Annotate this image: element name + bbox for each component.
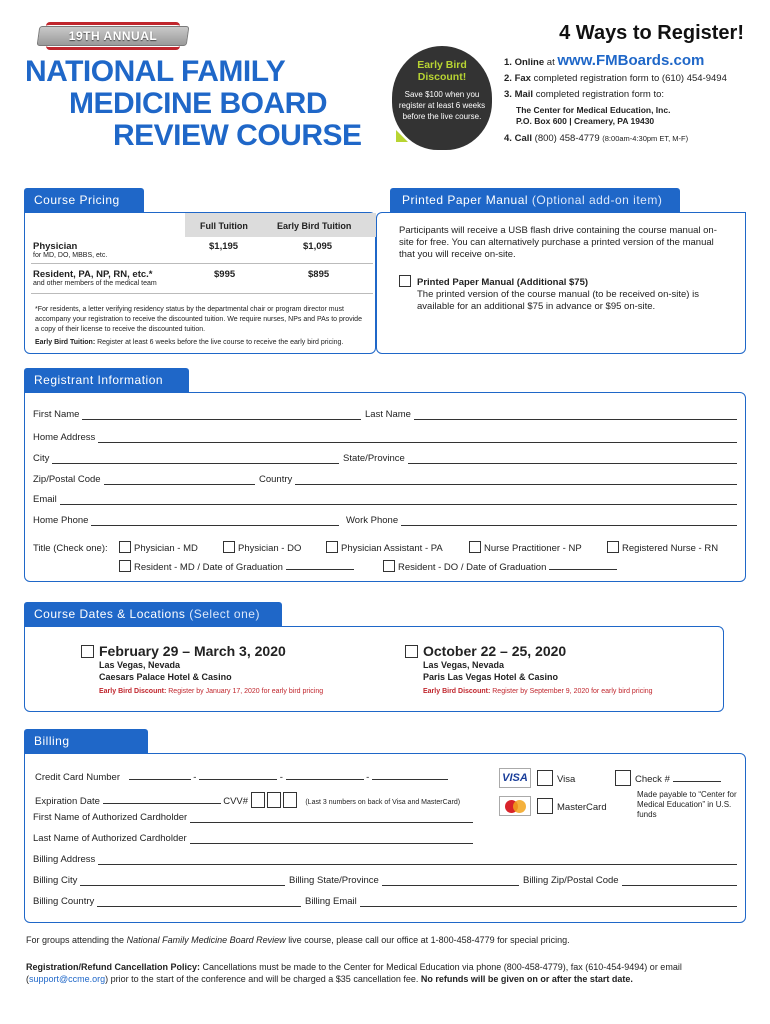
title-option-rn[interactable]: Registered Nurse - RN <box>607 541 718 554</box>
title-option-pa[interactable]: Physician Assistant - PA <box>326 541 443 554</box>
expiration-field[interactable]: Expiration Date CVV# (Last 3 numbers on back of Visa and MasterCard) <box>35 792 460 808</box>
date-city: Las Vegas, Nevada <box>423 660 505 670</box>
card-number-field[interactable]: Credit Card Number - - - <box>35 770 448 783</box>
way-fax: 2. Fax completed registration form to (610) 454-9494 <box>504 73 727 84</box>
course-title <box>25 56 365 152</box>
billing-zip-field[interactable]: Billing Zip/Postal Code <box>523 875 737 886</box>
billing-country-field[interactable]: Billing Country <box>33 896 301 907</box>
early-bird-note: Early Bird Tuition: Register at least 6 weeks before the live course to receive the early bird pricing. <box>35 339 344 346</box>
cancellation-policy: Registration/Refund Cancellation Policy: Cancellations must be made to the Center for Medical Education via phone (800-458-4779), fax (610-454-9494) or email (support@ccme.org) prior to the start of the conference and will be charged a $35 cancellation fee. No refunds will be given on or after the start date. <box>26 962 682 984</box>
cardholder-last-name-field[interactable]: Last Name of Authorized Cardholder <box>33 833 473 844</box>
title-option-resident-do[interactable]: Resident - DO / Date of Graduation <box>383 560 617 573</box>
corner-triangle-icon <box>396 130 408 142</box>
visa-logo-icon: VISA <box>499 768 531 788</box>
work-phone-field[interactable]: Work Phone <box>346 515 737 526</box>
course-dates-tab: Course Dates & Locations (Select one) <box>24 602 282 626</box>
home-phone-field[interactable]: Home Phone <box>33 515 339 526</box>
early-bird-title: Early Bird Discount! <box>417 59 467 83</box>
billing-address-field[interactable]: Billing Address <box>33 854 737 865</box>
manual-option <box>399 275 729 313</box>
course-pricing-tab: Course Pricing <box>24 188 144 212</box>
cardholder-first-name-field[interactable]: First Name of Authorized Cardholder <box>33 812 473 823</box>
pay-visa-option[interactable]: Visa <box>537 770 575 786</box>
checkbox[interactable] <box>383 560 395 572</box>
title-option-resident-md[interactable]: Resident - MD / Date of Graduation <box>119 560 354 573</box>
manual-option-title: Printed Paper Manual (Additional $75) <box>417 277 589 288</box>
price-row-resident: Resident, PA, NP, RN, etc.* and other members of the medical team $995 $895 <box>33 269 330 287</box>
state-field[interactable]: State/Province <box>343 453 737 464</box>
checkbox[interactable] <box>615 770 631 786</box>
email-field[interactable]: Email <box>33 494 737 505</box>
printed-manual-panel <box>376 212 746 354</box>
country-field[interactable]: Country <box>259 474 737 485</box>
date-option-1[interactable] <box>81 643 323 695</box>
title-line-3: REVIEW COURSE <box>113 119 362 152</box>
price-row-physician: Physician for MD, DO, MBBS, etc. $1,195 $1,095 <box>33 241 333 259</box>
checkbox[interactable] <box>537 770 553 786</box>
city-field[interactable]: City <box>33 453 339 464</box>
banner-text: 19TH ANNUAL <box>68 29 158 43</box>
way-online: 1. Online at www.FMBoards.com <box>504 52 705 69</box>
way-mail: 3. Mail completed registration form to: <box>504 89 665 100</box>
title-label: Title (Check one): <box>33 543 108 554</box>
billing-state-field[interactable]: Billing State/Province <box>289 875 519 886</box>
date-option-2[interactable] <box>405 643 653 695</box>
cvv-box[interactable] <box>267 792 281 808</box>
printed-manual-tab: Printed Paper Manual (Optional add-on item) <box>390 188 680 212</box>
title-option-md[interactable]: Physician - MD <box>119 541 198 554</box>
zip-field[interactable]: Zip/Postal Code <box>33 474 255 485</box>
first-name-field[interactable]: First Name <box>33 409 361 420</box>
divider <box>31 293 373 294</box>
cvv-box[interactable] <box>251 792 265 808</box>
mail-address: The Center for Medical Education, Inc. P.O. Box 600 | Creamery, PA 19430 <box>516 105 671 126</box>
title-option-np[interactable]: Nurse Practitioner - NP <box>469 541 582 554</box>
home-address-field[interactable]: Home Address <box>33 432 737 443</box>
cvv-label: CVV# <box>223 796 249 807</box>
registrant-info-tab: Registrant Information <box>24 368 189 392</box>
ways-to-register <box>504 22 744 149</box>
ways-title: 4 Ways to Register! <box>559 22 744 44</box>
cvv-box[interactable] <box>283 792 297 808</box>
divider <box>31 263 373 264</box>
cvv-note: (Last 3 numbers on back of Visa and MasterCard) <box>305 799 461 806</box>
last-name-field[interactable]: Last Name <box>365 409 737 420</box>
pay-check-option[interactable]: Check # <box>615 770 721 786</box>
mastercard-logo-icon <box>499 796 531 816</box>
annual-banner <box>38 22 188 50</box>
billing-email-field[interactable]: Billing Email <box>305 896 737 907</box>
checkbox[interactable] <box>469 541 481 553</box>
checkbox[interactable] <box>81 645 94 658</box>
way-call: 4. Call (800) 458-4779 (8:00am-4:30pm ET, M-F) <box>504 133 689 144</box>
col-early-tuition: Early Bird Tuition <box>277 221 352 231</box>
manual-description: Participants will receive a USB flash drive containing the course manual on-site for free. You can alternatively purchase a printed version of the manual that you will receive on-site. <box>399 225 717 260</box>
title-line-1: NATIONAL FAMILY <box>25 55 286 88</box>
date-text: October 22 – 25, 2020 <box>423 643 567 659</box>
manual-checkbox[interactable] <box>399 275 411 287</box>
date-early-bird: Early Bird Discount: Register by September 9, 2020 for early bird pricing <box>423 688 653 695</box>
pricing-note: *For residents, a letter verifying residency status by the departmental chair or program director must accompany your registration to receive the discounted tuition. We require nurses, NPs and PAs to provide a copy of their license to receive the discounted tuition. <box>35 306 362 333</box>
checkbox[interactable] <box>607 541 619 553</box>
website-link[interactable]: www.FMBoards.com <box>557 52 705 69</box>
manual-option-desc: The printed version of the course manual (to be received on-site) is available for an additional $75 in advance or $95 on-site. <box>417 289 699 312</box>
payable-note: Made payable to “Center for Medical Education” in U.S. funds <box>637 790 737 819</box>
checkbox[interactable] <box>223 541 235 553</box>
date-city: Las Vegas, Nevada <box>99 660 181 670</box>
checkbox[interactable] <box>119 560 131 572</box>
pricing-header <box>185 213 376 237</box>
title-option-do[interactable]: Physician - DO <box>223 541 301 554</box>
col-full-tuition: Full Tuition <box>200 221 248 231</box>
date-venue: Caesars Palace Hotel & Casino <box>99 672 232 682</box>
date-early-bird: Early Bird Discount: Register by January 17, 2020 for early bird pricing <box>99 688 324 695</box>
date-text: February 29 – March 3, 2020 <box>99 643 286 659</box>
billing-info-tab: Billing <box>24 729 148 753</box>
billing-info-panel <box>24 753 746 923</box>
date-venue: Paris Las Vegas Hotel & Casino <box>423 672 559 682</box>
title-line-2: MEDICINE BOARD <box>69 87 328 120</box>
checkbox[interactable] <box>405 645 418 658</box>
checkbox[interactable] <box>326 541 338 553</box>
course-dates-panel <box>24 626 724 712</box>
group-pricing-note: For groups attending the National Family Medicine Board Review live course, please call our office at 1-800-458-4779 for special pricing. <box>26 935 570 945</box>
checkbox[interactable] <box>119 541 131 553</box>
registrant-info-panel <box>24 392 746 582</box>
pay-mastercard-option[interactable]: MasterCard <box>537 798 607 814</box>
course-pricing-panel <box>24 212 376 354</box>
early-bird-badge <box>392 46 492 150</box>
early-bird-text: Save $100 when you register at least 6 weeks before the live course. <box>398 90 486 121</box>
billing-city-field[interactable]: Billing City <box>33 875 285 886</box>
support-email-link[interactable]: support@ccme.org <box>29 974 106 984</box>
checkbox[interactable] <box>537 798 553 814</box>
